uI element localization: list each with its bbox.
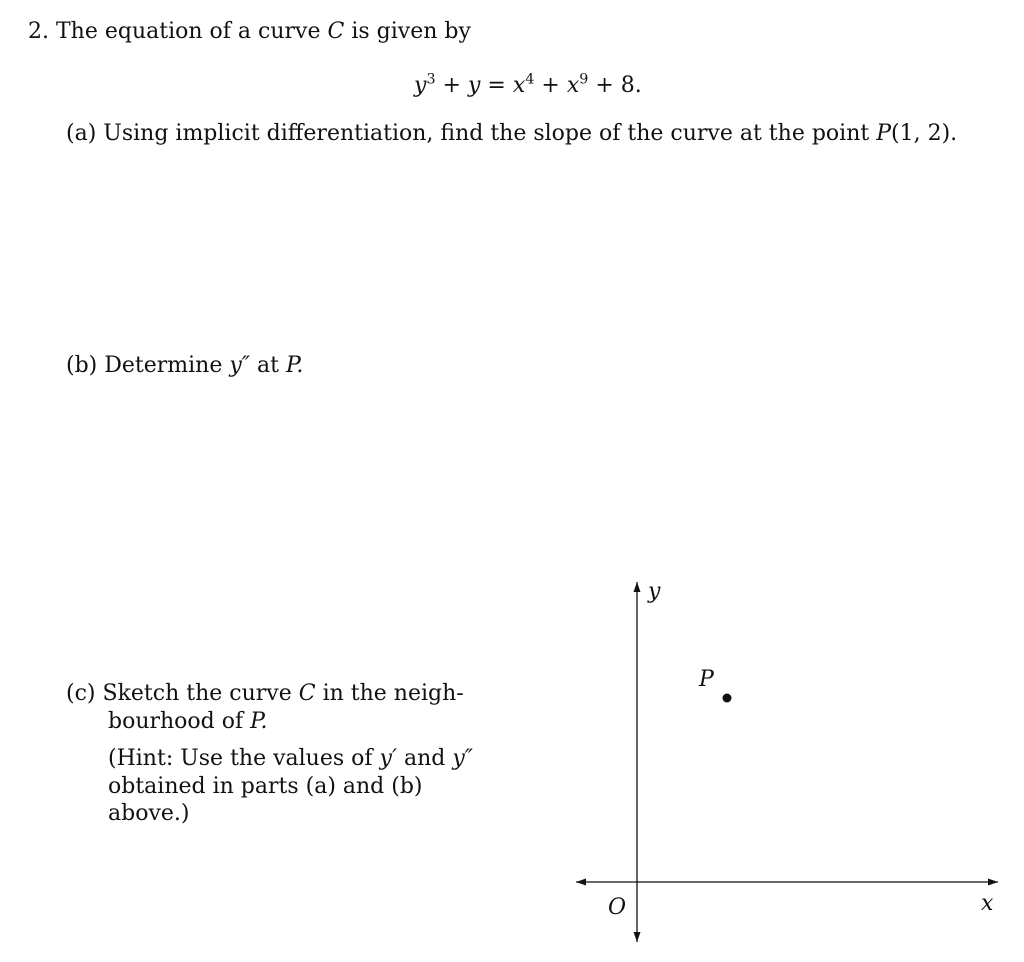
- part-c-line1-text: Sketch the curve: [102, 681, 292, 706]
- eq-y-exponent: 3: [426, 71, 436, 88]
- part-a-point: P: [876, 121, 892, 146]
- eq-x: x: [512, 73, 526, 98]
- part-c-line-1: [66, 680, 476, 708]
- origin-label: O: [608, 895, 627, 920]
- x-axis-label: x: [981, 891, 994, 916]
- sketch-axes[interactable]: [560, 570, 1010, 950]
- part-a-text: Using implicit differentiation, find the slope of the curve at the point: [103, 121, 870, 146]
- part-b-at: at: [257, 353, 279, 378]
- part-c-hint1: (Hint: Use the values of: [108, 746, 373, 771]
- part-a-coords: (1, 2).: [891, 121, 958, 146]
- question-intro-text: The equation of a curve: [56, 19, 321, 44]
- eq-plus-3: +: [595, 73, 614, 98]
- points-layer: [698, 667, 732, 703]
- part-a-label: (a): [66, 121, 97, 146]
- eq-x2: x: [566, 73, 580, 98]
- eq-equals: =: [487, 73, 506, 98]
- point-p-label: P: [699, 667, 714, 692]
- y-axis-label: y: [648, 579, 661, 604]
- part-c-line2-point: P.: [250, 708, 268, 734]
- eq-y2: y: [467, 73, 481, 98]
- part-b: [66, 352, 303, 380]
- part-c-line1-end: in the neigh-: [322, 681, 464, 706]
- x-axis-arrow-right: [988, 879, 998, 886]
- eq-constant: 8.: [620, 73, 642, 98]
- part-c-label: (c): [66, 681, 96, 706]
- point-p-dot: [723, 694, 732, 703]
- part-c-hint-and: and: [403, 746, 446, 771]
- part-c-curve: C: [298, 681, 316, 706]
- question-intro-end: is given by: [351, 19, 471, 44]
- part-c: [66, 680, 476, 828]
- part-c-line2-text: bourhood of: [108, 708, 244, 734]
- question-number: 2.: [28, 19, 49, 44]
- part-c-hint-line-1: [108, 745, 476, 773]
- part-b-point: P.: [286, 353, 304, 378]
- eq-plus-1: +: [442, 73, 461, 98]
- eq-y: y: [414, 73, 427, 98]
- part-b-text: Determine: [104, 353, 223, 378]
- y-axis-arrow-down: [634, 932, 641, 942]
- curve-equation: [414, 72, 642, 100]
- part-b-y-double-prime: y″: [229, 353, 251, 378]
- part-c-line-2: [108, 708, 476, 736]
- question-intro: [28, 18, 471, 46]
- eq-plus-2: +: [541, 73, 560, 98]
- eq-x-exponent-1: 4: [525, 71, 535, 88]
- y-axis-arrow-up: [634, 582, 641, 592]
- part-c-hint-line-2: obtained in parts (a) and (b) above.): [108, 773, 423, 826]
- part-a: [66, 120, 957, 148]
- curve-name: C: [327, 19, 345, 44]
- x-axis-arrow-left: [576, 879, 586, 886]
- part-c-hint-y-double-prime: y″: [452, 746, 473, 771]
- eq-x-exponent-2: 9: [579, 71, 589, 88]
- part-b-label: (b): [66, 353, 98, 378]
- part-c-hint-y-prime: y′: [379, 746, 397, 771]
